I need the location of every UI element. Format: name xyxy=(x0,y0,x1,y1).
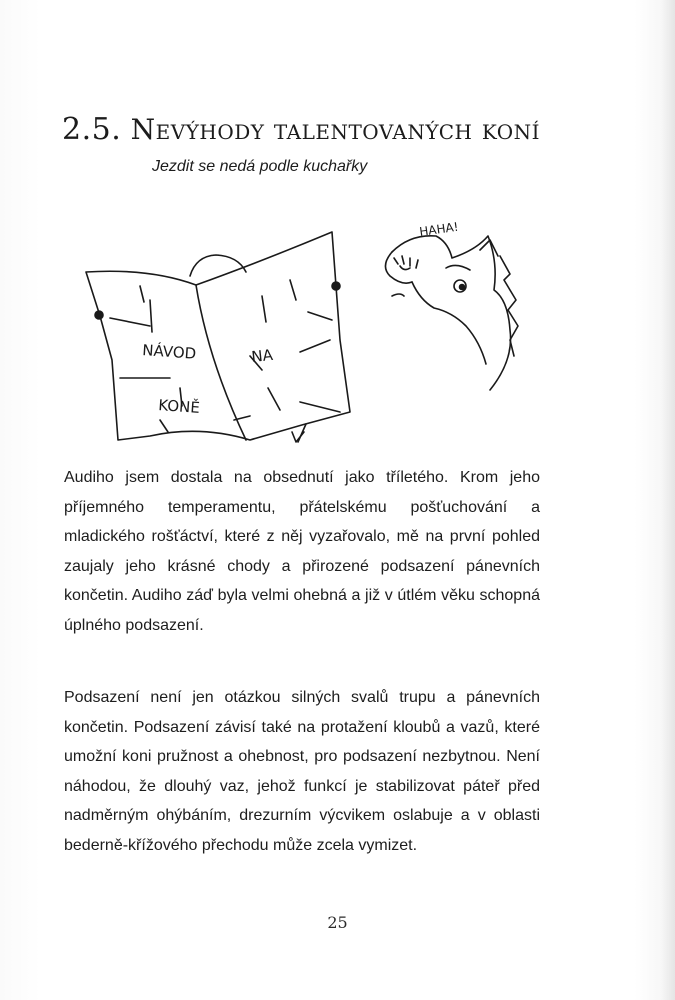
body-paragraph-2: Podsazení není jen otázkou silných svalů trupu a pánevních končetin. Podsazení závisí také na protažení kloubů a vazů, které umožní koni pružnost a ohebnost, pro podsazení nezbytnou. Není náhodou, že dlouhý vaz, jehož funkcí je stabilizovat páteř před nadměrným ohýbáním, drezurním výcvikem oslabuje a v oblasti bederně-křížového přechodu může zcela vymizet. xyxy=(64,689,540,854)
chapter-number: 2.5. xyxy=(62,112,122,147)
chapter-subtitle: Jezdit se nedá podle kuchařky xyxy=(152,158,368,175)
sketch-illustration xyxy=(0,0,675,460)
person-head-sketch xyxy=(190,255,246,276)
newspaper-text-1: NÁVOD xyxy=(141,341,197,363)
newspaper-sketch xyxy=(86,232,350,440)
page-number: 25 xyxy=(327,913,348,932)
chapter-title-text: Nevýhody talentovaných koní xyxy=(130,113,541,146)
newspaper-text-3: KONĚ xyxy=(157,396,201,417)
horse-speech-text: HAHA! xyxy=(418,219,460,239)
body-paragraph-1: Audiho jsem dostala na obsednutí jako tříletého. Krom jeho příjemného temperamentu, přátelskému pošťuchování a mladického rošťáctví, které z něj vyzařovalo, mě na první pohled zaujaly jeho krásné chody a přirozené podsazení pánevních končetin. Audiho záď byla velmi ohebná a již v útlém věku schopná úplného podsazení. xyxy=(64,469,540,634)
newspaper-text-2: NA xyxy=(250,345,274,366)
